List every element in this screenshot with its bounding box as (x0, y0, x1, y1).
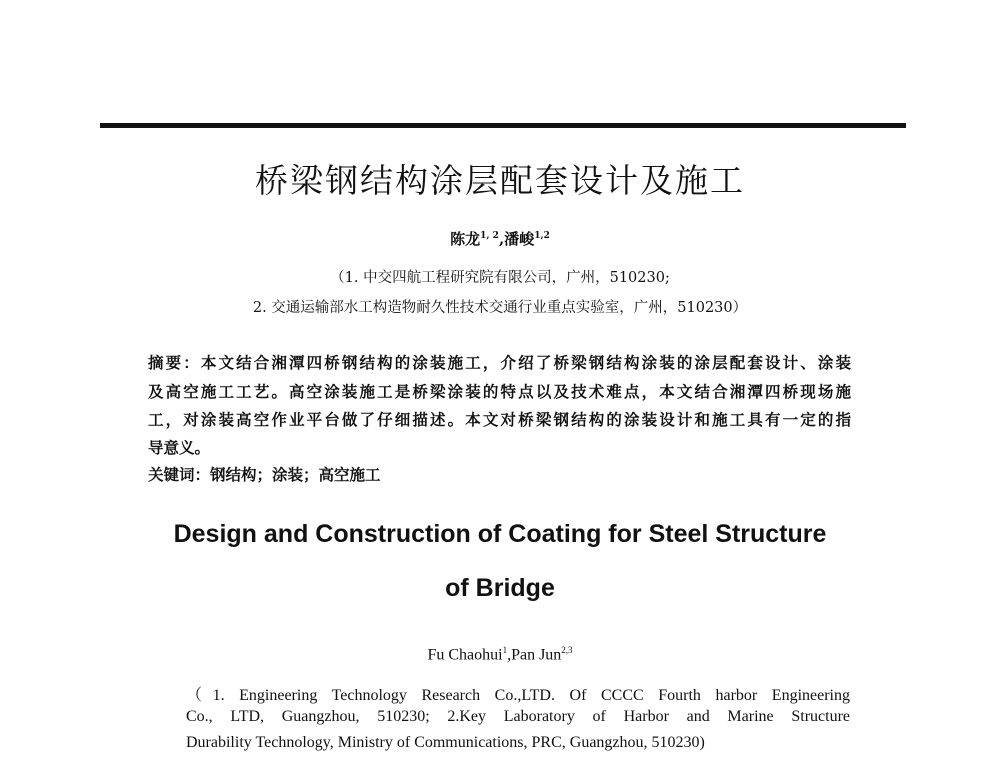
author-name: 陈龙 (450, 230, 481, 248)
paper-title-en: of Bridge (445, 574, 555, 602)
paper-title-zh: 桥梁钢结构涂层配套设计及施工 (255, 161, 745, 200)
author-sup: 2,3 (561, 645, 573, 655)
affiliation-zh: （1. 中交四航工程研究院有限公司，广州，510230; (330, 270, 670, 286)
paper-title-en: Design and Construction of Coating for Steel Structure (173, 520, 827, 548)
author-sup: 1,2 (534, 231, 550, 241)
keywords-zh: 关键词：钢结构；涂装；高空施工 (148, 465, 381, 484)
author-name: ,Pan Jun (507, 646, 562, 664)
abstract-line: 工，对涂装高空作业平台做了仔细描述。本文对桥梁钢结构的涂装设计和施工具有一定的指 (148, 410, 851, 429)
affiliation-en-line: （1. Engineering Technology Research Co.,LTD. Of CCCC Fourth harbor Engineering (186, 687, 850, 704)
abstract-line: 导意义。 (148, 438, 211, 457)
author-sup: 1, 2 (480, 231, 499, 241)
abstract-line: 及高空施工工艺。高空涂装施工是桥梁涂装的特点以及技术难点，本文结合湘潭四桥现场施 (148, 382, 851, 401)
affiliation-en-line: Co., LTD, Guangzhou, 510230; 2.Key Laboratory of Harbor and Marine Structure (186, 708, 850, 725)
author-name: 潘峻 (504, 230, 535, 248)
author-name: Fu Chaohui (427, 646, 503, 664)
affiliation-en-line: Durability Technology, Ministry of Communications, PRC, Guangzhou, 510230) (186, 734, 705, 751)
authors-zh: 陈龙$^{1, 2}$,潘峻$^{1,2}$ (450, 230, 550, 248)
abstract-line: 摘要：本文结合湘潭四桥钢结构的涂装施工，介绍了桥梁钢结构涂装的涂层配套设计、涂装 (148, 353, 851, 372)
affiliation-zh: 2. 交通运输部水工构造物耐久性技术交通行业重点实验室，广州，510230） (252, 300, 748, 316)
author-sup: 1 (502, 645, 508, 655)
authors-en (0, 645, 1000, 664)
header-rule (100, 123, 906, 128)
